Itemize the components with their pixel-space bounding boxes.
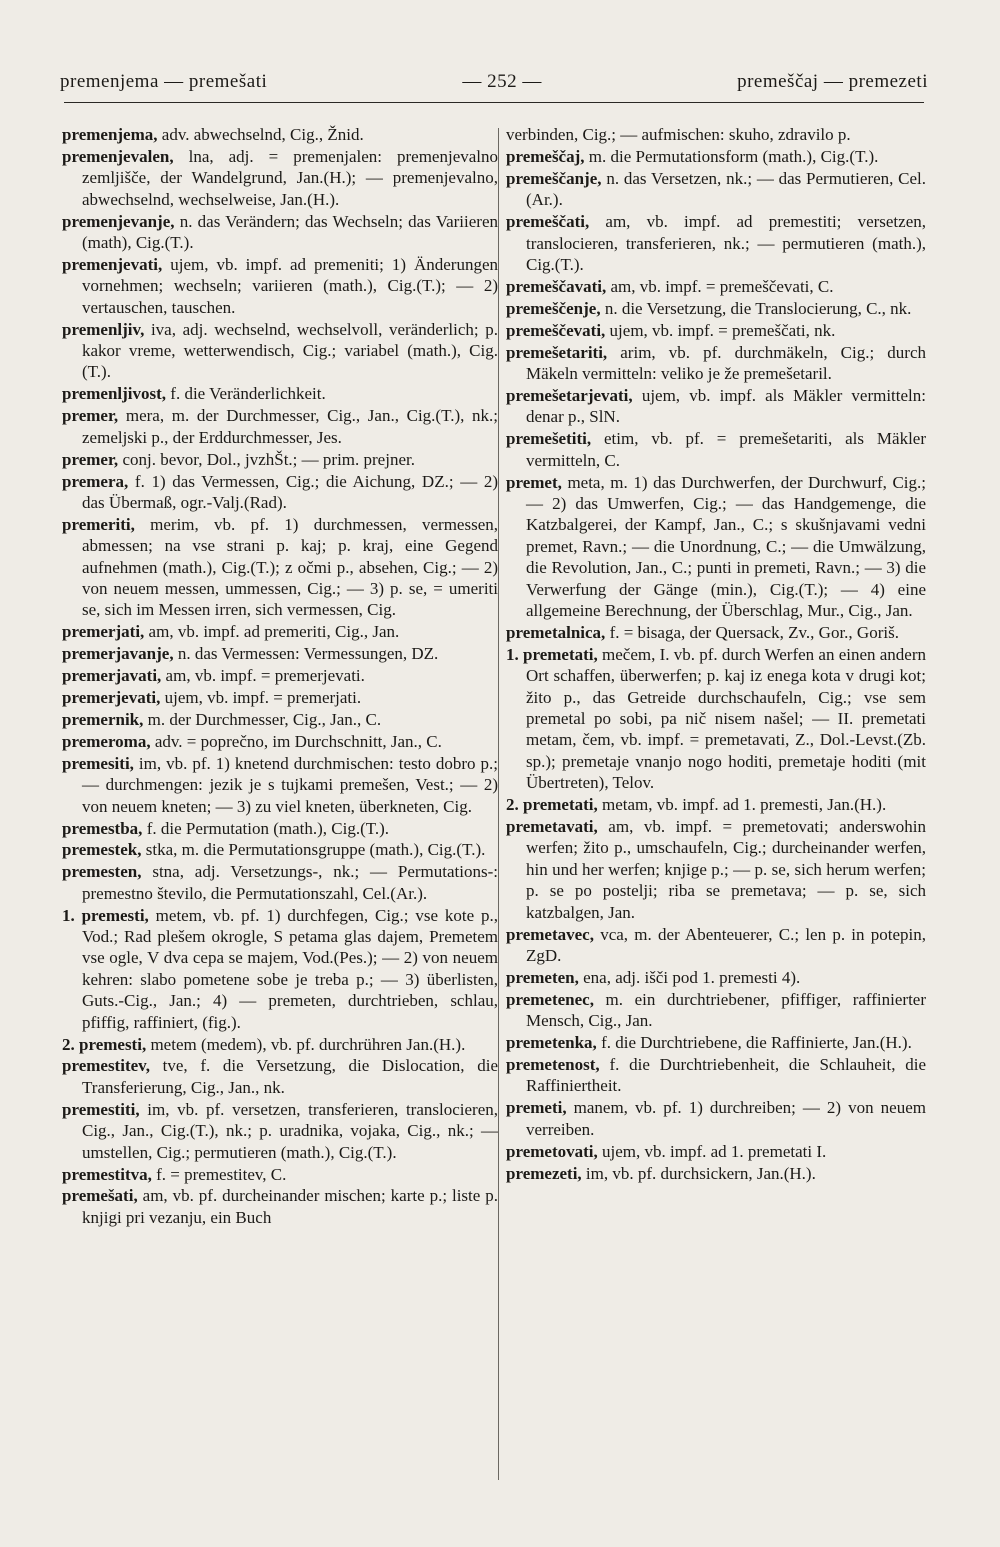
entry-headword: premer, — [62, 449, 119, 469]
dictionary-entry — [62, 254, 498, 318]
dictionary-entry — [506, 1141, 926, 1162]
entry-definition: m. die Permutationsform (math.), Cig.(T.). — [588, 146, 879, 166]
page-header — [60, 64, 928, 100]
entry-headword: premenjevanje, — [62, 211, 175, 231]
dictionary-entry — [506, 276, 926, 297]
entry-definition: merim, vb. pf. 1) durchmessen, vermessen, abmessen; na vse strani p. kaj; p. kraj, eine Gegend aufnehmen (math.), Cig.(T.); z očmi p., absehen, Cig.; — 2) von neuem messen, ummessen, Cig.; — 3) p. se, = umeriti se, sich im Messen irren, sich vermessen, Cig. — [82, 514, 498, 620]
entry-headword: premeti, — [506, 1098, 567, 1118]
entry-definition: n. das Verändern; das Wechseln; das Variieren (math), Cig.(T.). — [82, 211, 498, 253]
entry-definition: tve, f. die Versetzung, die Dislocation, die Transferierung, Cig., Jan., nk. — [82, 1056, 498, 1097]
page-number: — 252 — — [462, 71, 542, 92]
entry-definition: mera, m. der Durchmesser, Cig., Jan., Cig.(T.), nk.; zemeljski p., der Erddurchmesser, Jes. — [82, 406, 498, 447]
entry-headword: premenjevati, — [62, 254, 163, 274]
entry-headword: premešetariti, — [506, 342, 608, 362]
entry-definition: iva, adj. wechselnd, wechselvoll, veränderlich; p. kakor vreme, wetterwendisch, Cig.; variabel (math.), Cig.(T.). — [82, 319, 498, 382]
entry-definition: am, vb. impf. = premerjevati. — [165, 666, 365, 686]
entry-definition: ujem, vb. impf. = premerjati. — [164, 688, 362, 708]
entry-definition: am, vb. impf. = premeščevati, C. — [610, 276, 834, 296]
entry-headword: premešati, — [62, 1186, 138, 1206]
entry-headword: premerjavati, — [62, 666, 162, 686]
entry-headword: premesten, — [62, 862, 142, 882]
entry-headword: premenljiv, — [62, 319, 145, 339]
dictionary-entry — [506, 1097, 926, 1140]
entry-definition: stna, adj. Versetzungs-, nk.; — Permutations-: premestno število, die Permutationszahl, Cel.(Ar.). — [82, 862, 498, 903]
entry-definition: f. 1) das Vermessen, Cig.; die Aichung, DZ.; — 2) das Übermaß, ogr.-Valj.(Rad). — [82, 471, 499, 512]
entry-definition: arim, vb. pf. durchmäkeln, Cig.; durch Mäkeln vermitteln: veliko je že premešetaril. — [526, 342, 926, 383]
entry-headword: premezeti, — [506, 1163, 582, 1183]
entry-headword: premeroma, — [62, 731, 151, 751]
entry-definition: f. die Permutation (math.), Cig.(T.). — [146, 818, 390, 838]
entry-definition: f. die Veränderlichkeit. — [170, 384, 326, 404]
entry-definition: ujem, vb. impf. als Mäkler vermitteln: denar p., SlN. — [526, 385, 926, 427]
dictionary-entry — [506, 816, 926, 923]
dictionary-entry — [506, 385, 926, 428]
entry-definition: lna, adj. = premenjalen: premenjevalno zemljišče, der Wandelgrund, Jan.(H.); — premenjevalno, abwechselnd, wechselweise, Jan.(H.). — [82, 146, 499, 209]
dictionary-entry — [506, 168, 926, 211]
entry-definition: im, vb. pf. versetzen, transferieren, translocieren, Cig., Jan., Cig.(T.), nk.; p. uradnika, vojaka, Cig., nk.; — umstellen, Cig.; permutieren (math.), Cig.(T.). — [82, 1099, 498, 1162]
entry-definition: metam, vb. impf. ad 1. premesti, Jan.(H.). — [602, 795, 887, 815]
entry-headword: premet, — [506, 472, 562, 492]
entry-headword: premernik, — [62, 709, 144, 729]
entry-definition: adv. abwechselnd, Cig., Žnid. — [161, 125, 364, 144]
entry-definition: m. der Durchmesser, Cig., Jan., C. — [147, 709, 382, 729]
entry-definition: vca, m. der Abenteuerer, C.; len p. in potepin, ZgD. — [526, 924, 926, 965]
entry-headword: premestba, — [62, 818, 143, 838]
dictionary-entry — [506, 146, 926, 167]
dictionary-entry — [506, 794, 926, 815]
dictionary-entry — [62, 665, 498, 686]
dictionary-entry — [506, 644, 926, 794]
entry-headword: premestitev, — [62, 1056, 150, 1076]
dictionary-entry — [62, 211, 498, 254]
entry-headword: premetenost, — [506, 1054, 600, 1074]
dictionary-entry — [62, 1099, 498, 1163]
entry-definition: metem, vb. pf. 1) durchfegen, Cig.; vse kote p., Vod.; Rad plešem okrogle, S petama glas dajem, Premetem vse ogle, V dva cepa se majem, Vod.(Pes.); — 2) von neuem kehren: slabo pometene sobe je treba p.; — 3) überlisten, Guts.-Cig., Jan.; 4) — premeten, durchtrieben, schlau, pfiffig, raffiniert, (fig.). — [82, 905, 499, 1032]
entry-headword: premešetiti, — [506, 429, 592, 449]
dictionary-entry — [62, 1055, 498, 1098]
entry-headword: premestiti, — [62, 1099, 140, 1119]
entry-definition: verbinden, Cig.; — aufmischen: skuho, zdravilo p. — [506, 125, 851, 144]
entry-headword: 2. premesti, — [62, 1034, 147, 1054]
entry-headword: premenjevalen, — [62, 146, 174, 166]
dictionary-entry — [506, 211, 926, 275]
right-column — [506, 124, 926, 1184]
entry-headword: premetenka, — [506, 1033, 597, 1053]
entry-headword: premestitva, — [62, 1164, 152, 1184]
dictionary-entry — [506, 622, 926, 643]
entry-headword: premetenec, — [506, 989, 594, 1009]
entry-headword: premešetarjevati, — [506, 385, 633, 405]
entry-headword: premenljivost, — [62, 384, 167, 404]
dictionary-entry — [506, 924, 926, 967]
dictionary-entry — [62, 731, 498, 752]
entry-definition: am, vb. impf. = premetovati; anderswohin werfen; žito p., umschaufeln, Cig.; durcheinander werfen, hin und her werfen; knjige p.; — p. se, sich herum werfen; p. se po postelji; riba se premetava; — p. se, sich katzbalgen, Jan. — [526, 817, 926, 922]
entry-definition: ujem, vb. impf. ad premeniti; 1) Änderungen vornehmen; wechseln; variieren (math.), Cig.(T.); — 2) vertauschen, tauschen. — [82, 254, 499, 317]
entry-definition: n. das Vermessen: Vermessungen, DZ. — [177, 644, 439, 664]
entry-definition: ena, adj. išči pod 1. premesti 4). — [583, 967, 801, 987]
dictionary-entry — [62, 1034, 498, 1055]
entry-definition: n. die Versetzung, die Translocierung, C., nk. — [604, 298, 912, 318]
dictionary-entry — [506, 298, 926, 319]
dictionary-entry — [62, 449, 498, 470]
entry-headword: premeščavati, — [506, 276, 607, 296]
entry-definition: stka, m. die Permutationsgruppe (math.), Cig.(T.). — [145, 840, 486, 860]
entry-headword: premestek, — [62, 840, 142, 860]
entry-headword: premerjavanje, — [62, 644, 174, 664]
entry-definition: im, vb. pf. 1) knetend durchmischen: testo dobro p.; — durchmengen: jezik je s tujkami premešen, Vest.; — 2) von neuem kneten; — 3) zu viel kneten, überkneten, Cig. — [82, 753, 498, 816]
dictionary-entry — [62, 839, 498, 860]
entry-headword: premesiti, — [62, 753, 134, 773]
dictionary-entry — [62, 687, 498, 708]
header-left-guide-words: premenjema — premešati — [60, 71, 268, 92]
entry-headword: premeščevati, — [506, 320, 606, 340]
dictionary-entry — [506, 124, 926, 145]
dictionary-entry — [506, 1032, 926, 1053]
entry-headword: premetavec, — [506, 924, 594, 944]
dictionary-entry — [62, 709, 498, 730]
dictionary-entry — [62, 818, 498, 839]
dictionary-entry — [62, 471, 498, 514]
column-divider — [498, 128, 499, 1480]
entry-headword: premetovati, — [506, 1141, 598, 1161]
entry-definition: f. die Durchtriebene, die Raffinierte, Jan.(H.). — [601, 1033, 912, 1053]
entry-definition: adv. = poprečno, im Durchschnitt, Jan., C. — [154, 731, 442, 751]
entry-definition: im, vb. pf. durchsickern, Jan.(H.). — [585, 1163, 816, 1183]
entry-headword: 1. premetati, — [506, 644, 598, 664]
entry-headword: 2. premetati, — [506, 795, 598, 815]
entry-headword: premetalnica, — [506, 622, 606, 642]
dictionary-entry — [62, 1185, 498, 1228]
dictionary-entry — [62, 146, 498, 210]
entry-headword: premerjevati, — [62, 688, 161, 708]
entry-headword: premerjati, — [62, 622, 145, 642]
dictionary-entry — [62, 753, 498, 817]
header-right-guide-words: premeščaj — premezeti — [737, 71, 928, 92]
dictionary-entry — [62, 621, 498, 642]
entry-headword: 1. premesti, — [62, 905, 149, 925]
entry-definition: am, vb. impf. ad premeriti, Cig., Jan. — [148, 622, 400, 642]
entry-headword: premenjema, — [62, 125, 158, 144]
entry-definition: etim, vb. pf. = premešetariti, als Mäkler vermitteln, C. — [526, 429, 926, 470]
entry-definition: manem, vb. pf. 1) durchreiben; — 2) von neuem verreiben. — [526, 1098, 926, 1139]
left-column — [62, 124, 498, 1229]
dictionary-entry — [62, 405, 498, 448]
entry-definition: ujem, vb. impf. ad 1. premetati I. — [602, 1141, 827, 1161]
entry-headword: premetavati, — [506, 817, 598, 836]
entry-definition: n. das Versetzen, nk.; — das Permutieren, Cel.(Ar.). — [526, 168, 926, 210]
entry-definition: f. die Durchtriebenheit, die Schlauheit, die Raffiniertheit. — [526, 1054, 927, 1096]
dictionary-entry — [506, 989, 926, 1032]
entry-definition: mečem, I. vb. pf. durch Werfen an einen andern Ort schaffen, überwerfen; p. kaj iz enega kota v drugi kot; žito p., das Getreide durchschaufeln, Cig.; vse sem premetal po sobi, pa nič nisem našel; — II. premetati metam, čem, vb. impf. = premetavati, Z., Dol.-Levst.(Zb. sp.); premetaje vnanjo nogo hoditi, premetaje hoditi (mit Übertreten), Telov. — [526, 644, 927, 793]
header-rule — [64, 102, 924, 103]
dictionary-entry — [506, 342, 926, 385]
entry-headword: premer, — [62, 406, 119, 426]
entry-headword: premeten, — [506, 967, 579, 987]
dictionary-entry — [506, 967, 926, 988]
entry-headword: premeščaj, — [506, 146, 585, 166]
dictionary-entry — [506, 472, 926, 622]
entry-headword: premera, — [62, 471, 129, 491]
dictionary-entry — [62, 905, 498, 1033]
entry-headword: premeščenje, — [506, 298, 601, 318]
entry-definition: f. = bisaga, der Quersack, Zv., Gor., Goriš. — [609, 622, 899, 642]
dictionary-entry — [62, 124, 498, 145]
entry-definition: ujem, vb. impf. = premeščati, nk. — [609, 320, 836, 340]
dictionary-entry — [62, 861, 498, 904]
dictionary-entry — [62, 643, 498, 664]
dictionary-entry — [62, 1164, 498, 1185]
entry-definition: am, vb. pf. durcheinander mischen; karte p.; liste p. knjigi pri vezanju, ein Buch — [82, 1186, 499, 1227]
dictionary-entry — [506, 320, 926, 341]
entry-definition: conj. bevor, Dol., jvzhŠt.; — prim. prejner. — [122, 449, 415, 469]
entry-headword: premeriti, — [62, 514, 135, 534]
dictionary-entry — [62, 319, 498, 383]
entry-definition: f. = premestitev, C. — [156, 1164, 287, 1184]
entry-definition: m. ein durchtriebener, pfiffiger, raffinierter Mensch, Cig., Jan. — [526, 989, 927, 1031]
dictionary-entry — [506, 428, 926, 471]
entry-definition: meta, m. 1) das Durchwerfen, der Durchwurf, Cig.; — 2) das Umwerfen, Cig.; — das Handgemenge, die Katzbalgerei, der Kampf, Jan., C.; s skušnjavami vedni premet, Ravn.; — die Unordnung, C.; — die Umwälzung, die Revolution, Jan., C.; punti in premeti, Ravn.; — 3) die Verwerfung der Gänge (min.), Cig.(T.); — 4) eine allgemeine Berechnung, der Überschlag, Mur., Cig., Jan. — [526, 472, 926, 620]
dictionary-entry — [506, 1054, 926, 1097]
entry-definition: am, vb. impf. ad premestiti; versetzen, translocieren, transferieren, nk.; — permutieren (math.), Cig.(T.). — [526, 212, 926, 274]
dictionary-entry — [62, 514, 498, 621]
dictionary-entry — [62, 383, 498, 404]
entry-headword: premeščati, — [506, 212, 590, 232]
dictionary-entry — [506, 1163, 926, 1184]
entry-definition: metem (medem), vb. pf. durchrühren Jan.(H.). — [150, 1034, 466, 1054]
entry-headword: premeščanje, — [506, 168, 602, 188]
